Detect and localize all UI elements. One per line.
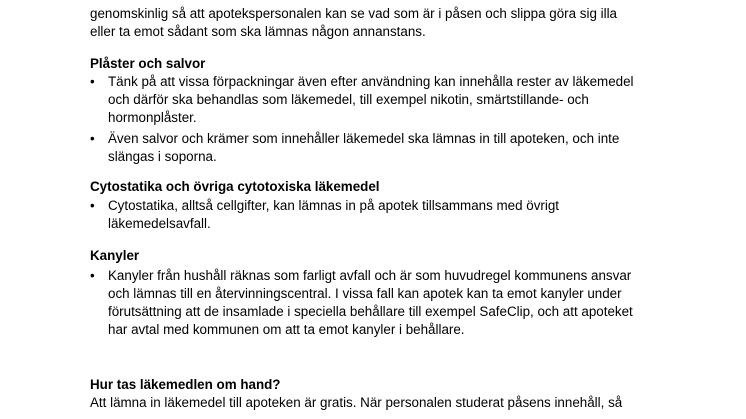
intro-paragraph <box>90 5 670 41</box>
section-heading-plaster: Plåster och salvor <box>90 56 206 71</box>
bullet-line: Kanyler från hushåll räknas som farligt avfall och är som huvudregel kommunens ansvar <box>108 268 632 283</box>
bullet-dot: • <box>90 268 95 283</box>
bullet-dot: • <box>90 74 95 89</box>
section-heading-kanyler: Kanyler <box>90 248 140 263</box>
bullet-line: har avtal med kommunen om att ta emot kanyler i behållare. <box>108 322 465 337</box>
section-heading-cytostatika: Cytostatika och övriga cytotoxiska läkemedel <box>90 179 380 194</box>
intro-line: genomskinlig så att apotekspersonalen kan se vad som är i påsen och slippa göra sig illa <box>90 6 618 21</box>
bullet-text <box>108 73 634 127</box>
section-heading-hur-tas: Hur tas läkemedlen om hand? <box>90 377 281 392</box>
bullet-line: förutsättning att de insamlade i speciella behållare till exempel SafeClip, och att apoteket <box>108 304 633 319</box>
bullet-line: och lämnas till en återvinningscentral. I vissa fall kan apotek kan ta emot kanyler under <box>108 286 622 301</box>
bullet-dot: • <box>90 131 95 146</box>
bullet-line: slängas i soporna. <box>108 149 217 164</box>
bullet-text <box>108 197 559 233</box>
bullet-dot: • <box>90 198 95 213</box>
bullet-line: och därför ska behandlas som läkemedel, till exempel nikotin, smärtstillande- och <box>108 92 589 107</box>
bullet-line: Tänk på att vissa förpackningar även efter användning kan innehålla rester av läkemedel <box>108 74 634 89</box>
bullet-text <box>108 130 619 166</box>
bullet-line: läkemedelsavfall. <box>108 216 211 231</box>
bullet-line: hormonplåster. <box>108 110 197 125</box>
final-paragraph <box>90 394 670 412</box>
bullet-line: Även salvor och krämer som innehåller läkemedel ska lämnas in till apoteken, och inte <box>108 131 620 146</box>
bullet-line: Cytostatika, alltså cellgifter, kan lämnas in på apotek tillsammans med övrigt <box>108 198 560 213</box>
bullet-text <box>108 267 633 339</box>
intro-line: eller ta emot sådant som ska lämnas någon annanstans. <box>90 24 426 39</box>
paragraph-line: Att lämna in läkemedel till apoteken är gratis. När personalen studerat påsens innehåll, så <box>90 395 623 410</box>
